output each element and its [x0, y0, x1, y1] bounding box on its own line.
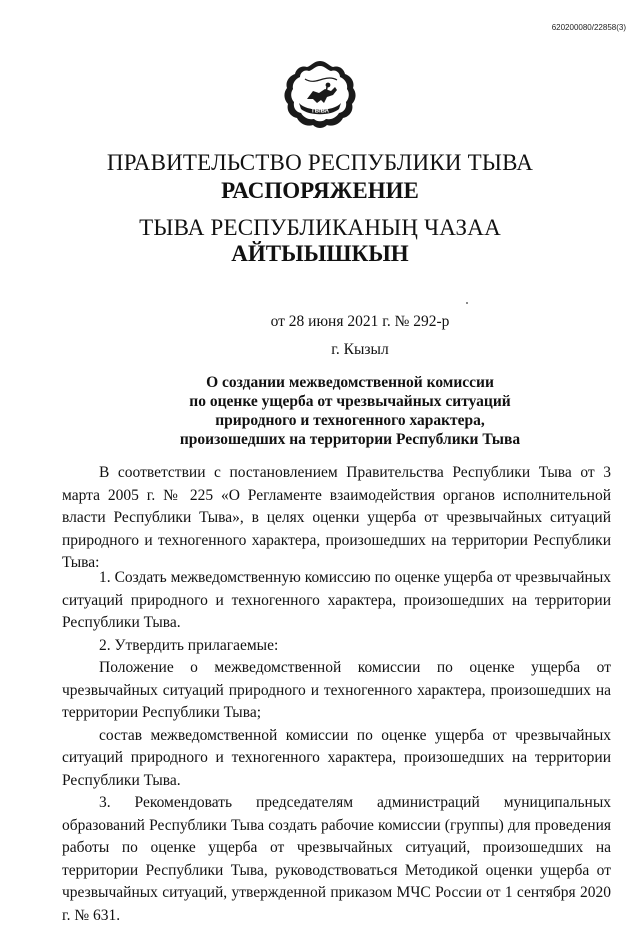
subject-line: О создании межведомственной комиссии [206, 374, 494, 391]
scan-speck [466, 302, 468, 304]
decree-subject [30, 373, 640, 449]
decree-item: Положение о межведомственной комиссии по оценке ущерба от чрезвычайных ситуаций природного и техногенного характера, произошедших на территории Республики Тыва; [62, 659, 611, 721]
decree-items [62, 567, 611, 927]
preamble-paragraph: В соответствии с постановлением Правительства Республики Тыва от 3 марта 2005 г. № 225 «О Регламенте взаимодействия органов исполнительной власти Республики Тыва», в целях оценки ущерба от чрезвычайных ситуаций природного и техногенного характера, произошедших на территории Республики Тыва: [62, 464, 611, 571]
decree-item: 1. Создать межведомственную комиссию по оценке ущерба от чрезвычайных ситуаций природного и техногенного характера, произошедших на территории Республики Тыва. [62, 569, 611, 631]
decree-item: состав межведомственной комиссии по оценке ущерба от чрезвычайных ситуаций природного и техногенного характера, произошедших на территории Республики Тыва. [62, 726, 611, 789]
decree-city: г. Кызыл [331, 341, 389, 358]
government-title-tuvan: ТЫВА РЕСПУБЛИКАНЫҢ ЧАЗАА [139, 215, 501, 240]
subject-line: произошедших на территории Республики Тыва [179, 431, 521, 448]
decree-date-number: от 28 июня 2021 г. № 292-р [270, 313, 450, 330]
document-registration-number: 620200080/22858(3) [551, 23, 626, 32]
decree-title-tuvan: АЙТЫЫШКЫН [231, 241, 409, 266]
emblem-text: ТЫВА [311, 108, 329, 115]
tuva-emblem-icon [277, 57, 363, 133]
subject-line: по оценке ущерба от чрезвычайных ситуаций [189, 393, 511, 410]
subject-line: природного и техногенного характера, [215, 412, 485, 429]
decree-item: 2. Утвердить прилагаемые: [99, 636, 279, 654]
government-title: ПРАВИТЕЛЬСТВО РЕСПУБЛИКИ ТЫВА [106, 150, 534, 175]
decree-title: РАСПОРЯЖЕНИЕ [221, 178, 419, 203]
preamble-paragraph-block [62, 462, 611, 575]
decree-item: 3. Рекомендовать председателям администраций муниципальных образований Республики Тыва создать рабочие комиссии (группы) для проведения работы по оценке ущерба от чрезвычайных ситуаций, произошедших на территории Республики Тыва, руководствоваться Методикой оценки ущерба от чрезвычайных ситуаций, утвержденной приказом МЧС России от 1 сентября 2020 г. № 631. [62, 794, 611, 924]
